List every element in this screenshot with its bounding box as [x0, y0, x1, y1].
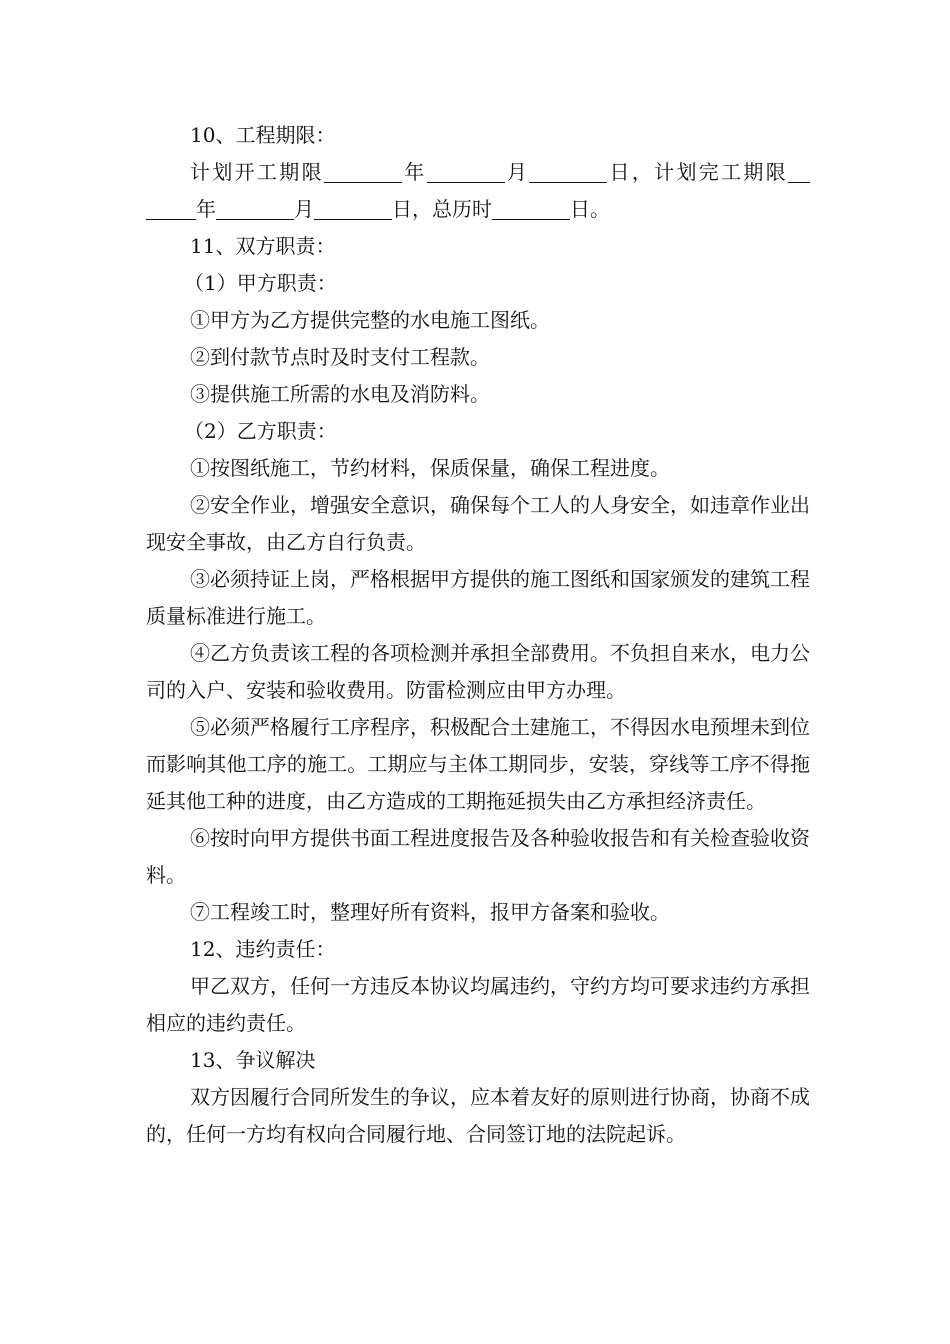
party-a-item: ②到付款节点时及时支付工程款。 [190, 345, 490, 369]
party-b-item: ④乙方负责该工程的各项检测并承担全部费用。不负担自来水，电力公司的入户、安装和验收费用。防雷检测应由甲方办理。 [146, 641, 810, 702]
schedule-start-label: 计划开工期限 [190, 160, 324, 184]
section-12-body: 甲乙双方，任何一方违反本协议均属违约，守约方均可要求违约方承担相应的违约责任。 [146, 974, 810, 1035]
party-b-item: ③必须持证上岗，严格根据甲方提供的施工图纸和国家颁发的建筑工程质量标准进行施工。 [146, 567, 810, 628]
end-day-blank [314, 199, 392, 220]
schedule-month2-label: 月 [294, 197, 314, 221]
section-10-heading: 10、工程期限： [190, 123, 336, 147]
schedule-month-label: 月 [504, 160, 530, 184]
party-b-item: ⑦工程竣工时，整理好所有资料，报甲方备案和验收。 [190, 900, 670, 924]
end-year-blank-part2 [146, 199, 196, 220]
party-b-item: ②安全作业，增强安全意识，确保每个工人的人身安全，如违章作业出现安全事故，由乙方自行负责。 [146, 493, 810, 554]
end-year-blank-part1 [788, 162, 810, 183]
section-13-body: 双方因履行合同所发生的争议，应本着友好的原则进行协商，协商不成的，任何一方均有权向合同履行地、合同签订地的法院起诉。 [146, 1085, 810, 1146]
party-a-heading: （1）甲方职责： [184, 271, 337, 295]
party-b-heading: （2）乙方职责： [184, 419, 337, 443]
start-year-blank [324, 162, 402, 183]
total-days-blank [492, 199, 570, 220]
end-month-blank [216, 199, 294, 220]
section-11-heading: 11、双方职责： [190, 234, 336, 258]
party-a-item: ①甲方为乙方提供完整的水电施工图纸。 [190, 308, 550, 332]
section-13-heading: 13、争议解决 [190, 1048, 316, 1072]
party-a-item: ③提供施工所需的水电及消防料。 [190, 382, 490, 406]
schedule-year2-label: 年 [196, 197, 216, 221]
document-body [146, 117, 810, 1153]
party-b-item: ①按图纸施工，节约材料，保质保量，确保工程进度。 [190, 456, 670, 480]
section-10-schedule [146, 154, 810, 228]
start-day-blank [529, 162, 607, 183]
schedule-year-label: 年 [401, 160, 427, 184]
schedule-day-total-label: 日，总历时 [392, 197, 492, 221]
section-12-heading: 12、违约责任： [190, 937, 336, 961]
start-month-blank [427, 162, 505, 183]
party-b-item: ⑤必须严格履行工序程序，积极配合土建施工，不得因水电预埋未到位而影响其他工序的施工。工期应与主体工期同步，安装，穿线等工序不得拖延其他工种的进度，由乙方造成的工期拖延损失由乙方承担经济责任。 [146, 715, 810, 813]
schedule-day-then-label: 日，计划完工期限 [607, 160, 789, 184]
schedule-days-end-label: 日。 [570, 197, 610, 221]
party-b-item: ⑥按时向甲方提供书面工程进度报告及各种验收报告和有关检查验收资料。 [146, 826, 810, 887]
